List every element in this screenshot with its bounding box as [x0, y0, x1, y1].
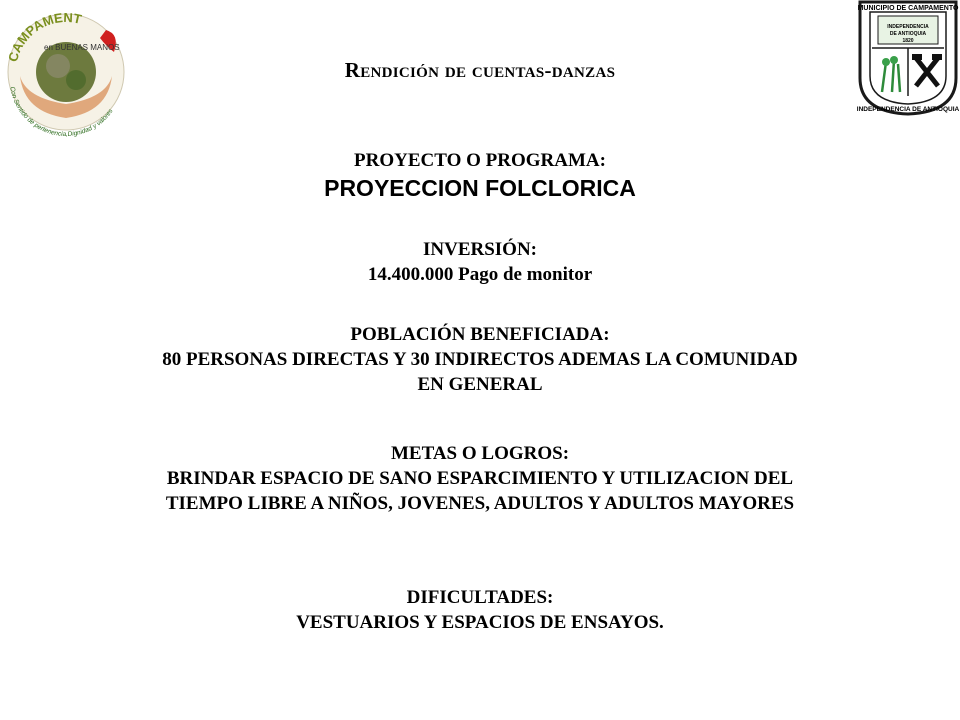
svg-text:en BUENAS MANOS: en BUENAS MANOS [44, 43, 120, 52]
project-label: PROYECTO O PROGRAMA: [354, 150, 606, 171]
investment-label: INVERSIÓN: [422, 239, 538, 260]
difficulties-section [60, 585, 900, 635]
population-line-1: 80 PERSONAS DIRECTAS Y 30 INDIRECTOS ADEMAS LA COMUNIDAD [162, 349, 798, 370]
project-value: PROYECCION FOLCLORICA [324, 175, 636, 201]
goals-section [60, 441, 900, 516]
population-label: POBLACIÓN BENEFICIADA: [350, 324, 610, 345]
svg-text:INDEPENDENCIA: INDEPENDENCIA [887, 24, 929, 30]
population-line-2: EN GENERAL [417, 374, 543, 395]
svg-text:1820: 1820 [902, 38, 914, 44]
difficulties-label: DIFICULTADES: [406, 587, 554, 608]
goals-label: METAS O LOGROS: [390, 443, 570, 464]
investment-section [60, 237, 900, 287]
goals-line-1: BRINDAR ESPACIO DE SANO ESPARCIMIENTO Y UTILIZACION DEL [166, 468, 794, 489]
page-title: Rendición de cuentas-danzas [344, 58, 616, 82]
population-section [60, 322, 900, 397]
investment-value: 14.400.000 Pago de monitor [367, 264, 593, 285]
svg-text:Con Sentido de pertenencia,Dig: Con Sentido de pertenencia,Dignidad y valores [8, 86, 115, 139]
svg-text:DE ANTIOQUIA: DE ANTIOQUIA [889, 31, 927, 37]
goals-line-2: TIEMPO LIBRE A NIÑOS, JOVENES, ADULTOS Y ADULTOS MAYORES [165, 493, 795, 514]
project-section [60, 148, 900, 203]
svg-text:MUNICIPIO DE CAMPAMENTO: MUNICIPIO DE CAMPAMENTO [857, 5, 959, 12]
difficulties-value: VESTUARIOS Y ESPACIOS DE ENSAYOS. [296, 612, 664, 633]
svg-text:INDEPENDENCIA DE ANTIOQUIA: INDEPENDENCIA DE ANTIOQUIA [856, 106, 960, 113]
svg-text:CAMPAMENT: CAMPAMENT [5, 9, 83, 64]
